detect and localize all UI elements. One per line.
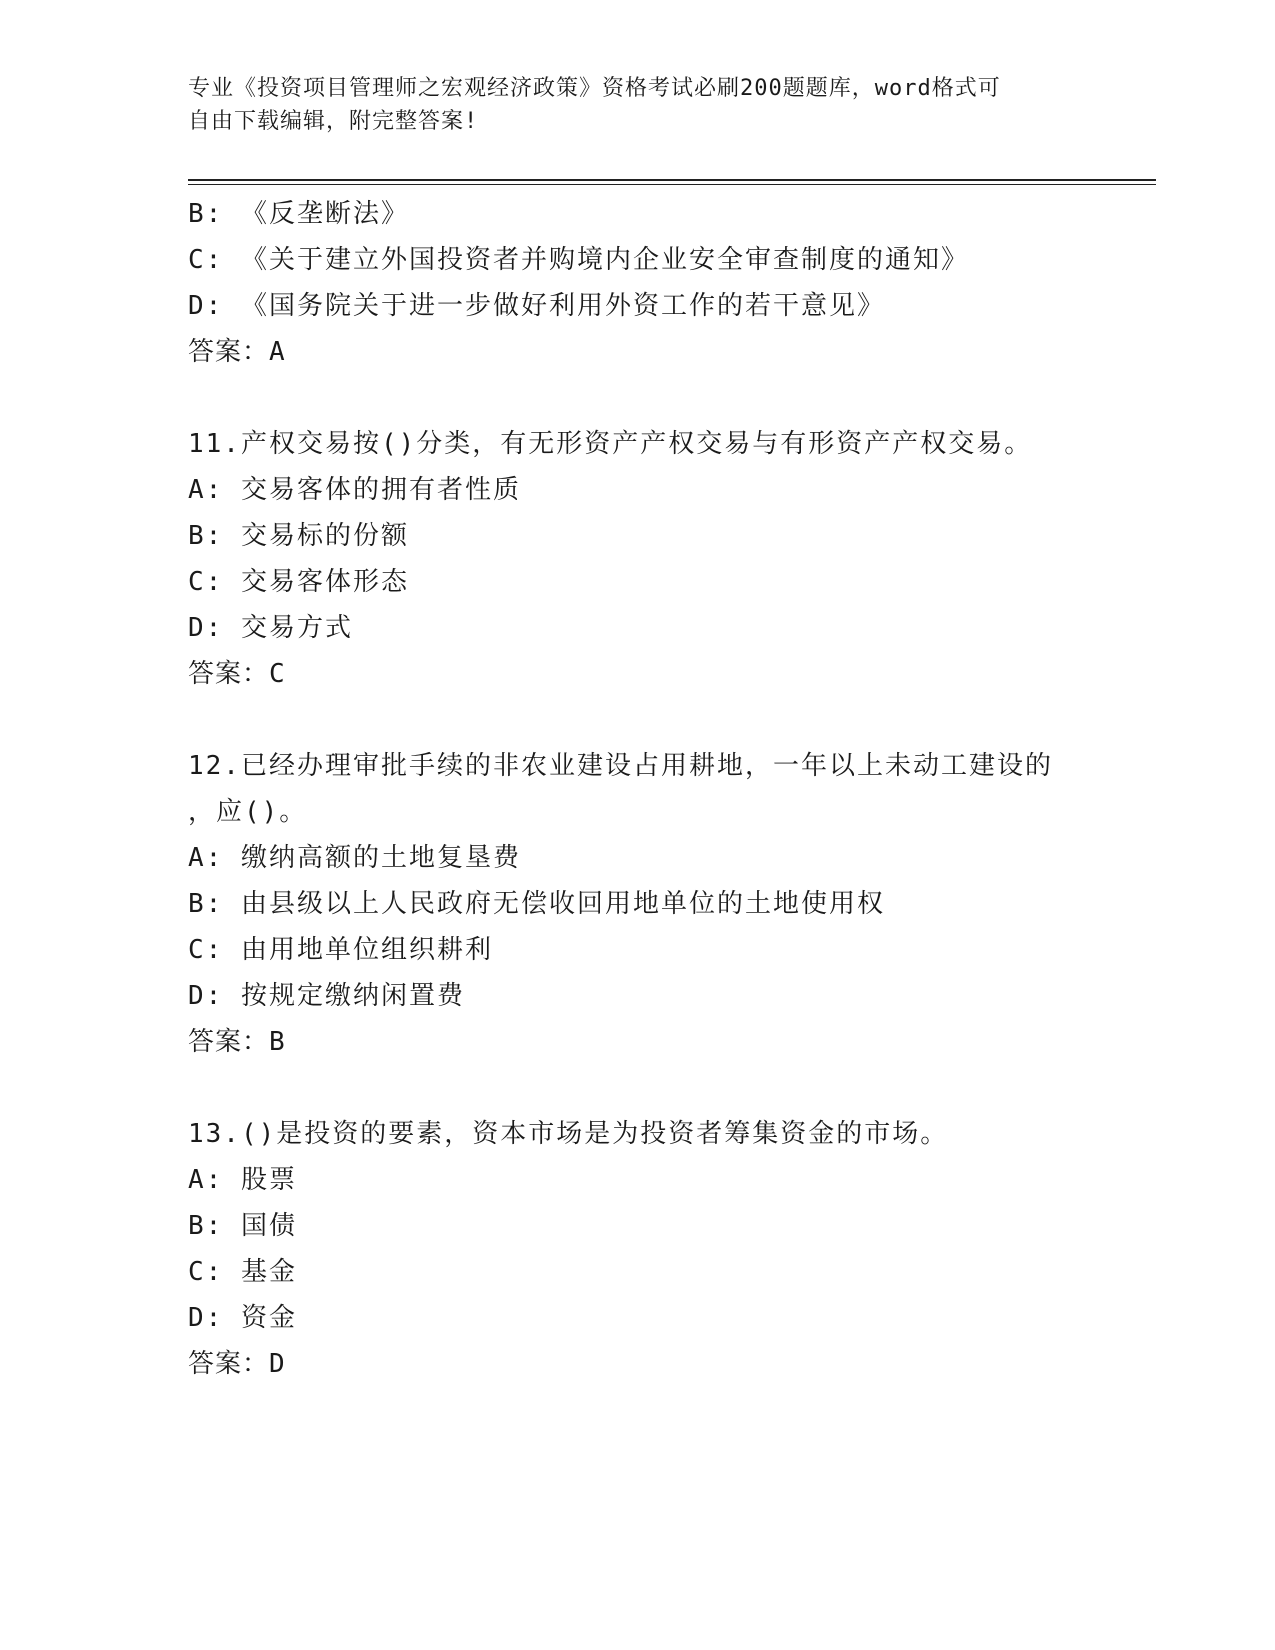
answer-line: 答案：C xyxy=(188,659,286,689)
header-rule-thin xyxy=(188,184,1156,185)
option-d: D: 按规定缴纳闲置费 xyxy=(188,981,465,1011)
option-b: B: 《反垄断法》 xyxy=(188,199,409,229)
option-d: D: 资金 xyxy=(188,1303,297,1333)
question-block-10 xyxy=(188,191,1148,375)
question-stem: 12.已经办理审批手续的非农业建设占用耕地，一年以上未动工建设的 xyxy=(188,751,1053,781)
question-block-12 xyxy=(188,743,1148,1065)
question-block-13 xyxy=(188,1111,1148,1387)
question-block-11 xyxy=(188,421,1148,697)
header-rule-thick xyxy=(188,179,1156,181)
header-line-2: 自由下载编辑，附完整答案! xyxy=(188,109,479,134)
option-c: C: 交易客体形态 xyxy=(188,567,409,597)
question-stem: 13.()是投资的要素，资本市场是为投资者筹集资金的市场。 xyxy=(188,1119,949,1149)
option-c: C: 《关于建立外国投资者并购境内企业安全审查制度的通知》 xyxy=(188,245,969,275)
spacer xyxy=(188,375,1148,421)
answer-line: 答案：A xyxy=(188,337,286,367)
option-a: A: 缴纳高额的土地复垦费 xyxy=(188,843,521,873)
option-c: C: 由用地单位组织耕利 xyxy=(188,935,493,965)
document-header xyxy=(188,72,1088,138)
answer-line: 答案：B xyxy=(188,1027,286,1057)
option-a: A: 交易客体的拥有者性质 xyxy=(188,475,521,505)
question-stem: 11.产权交易按()分类，有无形资产产权交易与有形资产产权交易。 xyxy=(188,429,1033,459)
option-c: C: 基金 xyxy=(188,1257,297,1287)
option-d: D: 交易方式 xyxy=(188,613,353,643)
option-b: B: 国债 xyxy=(188,1211,297,1241)
option-b: B: 由县级以上人民政府无偿收回用地单位的土地使用权 xyxy=(188,889,885,919)
option-b: B: 交易标的份额 xyxy=(188,521,409,551)
spacer xyxy=(188,697,1148,743)
option-d: D: 《国务院关于进一步做好利用外资工作的若干意见》 xyxy=(188,291,885,321)
question-list xyxy=(188,191,1148,1387)
question-stem-continued: ，应()。 xyxy=(188,797,308,827)
answer-line: 答案：D xyxy=(188,1349,286,1379)
header-line-1: 专业《投资项目管理师之宏观经济政策》资格考试必刷200题题库，word格式可 xyxy=(188,76,1001,101)
spacer xyxy=(188,1065,1148,1111)
option-a: A: 股票 xyxy=(188,1165,297,1195)
